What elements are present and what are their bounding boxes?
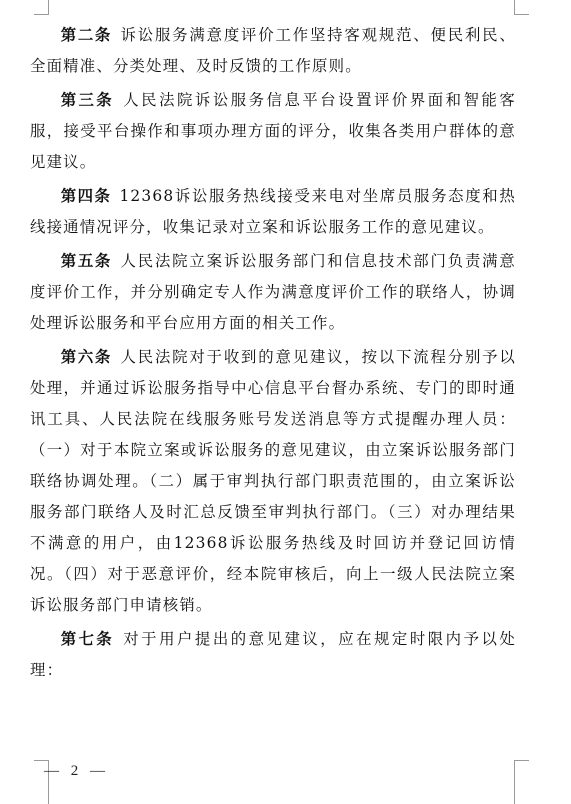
article-label: 第五条: [60, 252, 112, 270]
article-label: 第四条: [60, 187, 112, 205]
article-text: 对于用户提出的意见建议，应在规定时限内予以处理：: [30, 630, 516, 679]
article-5: [30, 246, 516, 339]
article-label: 第六条: [60, 348, 112, 366]
crop-mark: [514, 14, 529, 15]
page-number: — 2 —: [44, 763, 109, 779]
crop-mark: [514, 760, 515, 804]
article-label: 第二条: [60, 26, 112, 44]
crop-mark: [34, 760, 49, 761]
article-6: [30, 342, 516, 621]
article-4: [30, 181, 516, 243]
article-label: 第三条: [60, 91, 114, 109]
crop-mark: [514, 760, 529, 761]
article-3: [30, 85, 516, 178]
crop-mark: [514, 0, 515, 14]
article-label: 第七条: [60, 630, 114, 648]
article-text: 诉讼服务满意度评价工作坚持客观规范、便民利民、全面精准、分类处理、及时反馈的工作原则。: [30, 26, 516, 75]
crop-mark: [34, 14, 49, 15]
article-text: 12368诉讼服务热线接受来电对坐席员服务态度和热线接通情况评分，收集记录对立案和诉讼服务工作的意见建议。: [30, 187, 516, 236]
crop-mark: [48, 0, 49, 14]
article-text: 人民法院立案诉讼服务部门和信息技术部门负责满意度评价工作，并分别确定专人作为满意度评价工作的联络人，协调处理诉讼服务和平台应用方面的相关工作。: [30, 252, 516, 332]
article-text: 人民法院诉讼服务信息平台设置评价界面和智能客服，接受平台操作和事项办理方面的评分，收集各类用户群体的意见建议。: [30, 91, 516, 171]
article-text: 人民法院对于收到的意见建议，按以下流程分别予以处理，并通过诉讼服务指导中心信息平台督办系统、专门的即时通讯工具、人民法院在线服务账号发送消息等方式提醒办理人员：（一）对于本院立案或诉讼服务的意见建议，由立案诉讼服务部门联络协调处理。（二）属于审判执行部门职责范围的，由立案诉讼服务部门联络人及时汇总反馈至审判执行部门。（三）对办理结果不满意的用户，由12368诉讼服务热线及时回访并登记回访情况。（四）对于恶意评价，经本院审核后，向上一级人民法院立案诉讼服务部门申请核销。: [30, 348, 516, 614]
document-body: [30, 20, 516, 686]
article-2: [30, 20, 516, 82]
article-7: [30, 624, 516, 686]
